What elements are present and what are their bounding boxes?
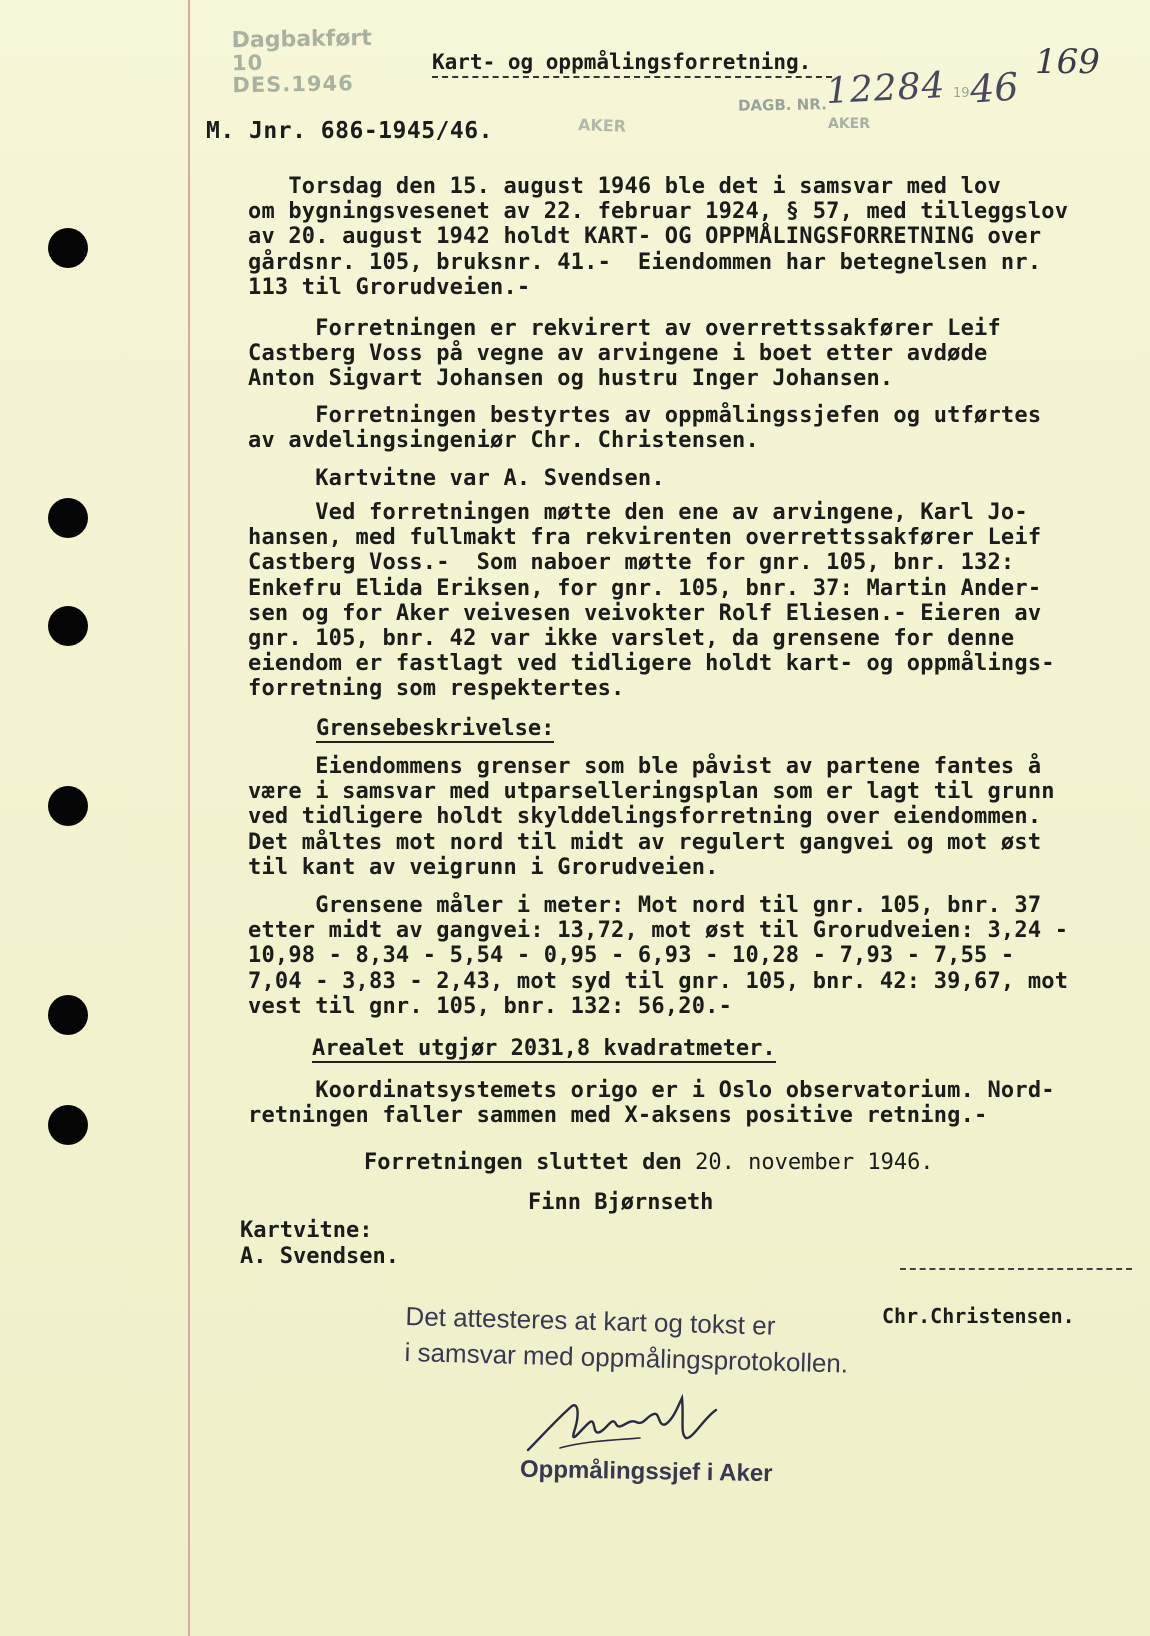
punch-hole-icon [48, 606, 88, 646]
journal-number: M. Jnr. 686-1945/46. [206, 118, 493, 144]
paragraph-management: Forretningen bestyrtes av oppmålingssjefen og utførtes av avdelingsingeniør Chr. Christensen. [248, 403, 1042, 454]
surveyor-title: Oppmålingssjef i Aker [519, 1455, 773, 1488]
closing-line [364, 1150, 934, 1175]
area-statement: Arealet utgjør 2031,8 kvadratmeter. [312, 1036, 776, 1061]
paragraph-requisition: Forretningen er rekvirert av overrettssakfører Leif Castberg Voss på vegne av arvingene i boet etter avdøde Anton Sigvart Johansen og hustru Inger Johansen. [248, 316, 1001, 392]
punch-hole-icon [48, 498, 88, 538]
stamp-line-1: Dagbakført [231, 25, 372, 54]
punch-hole-icon [48, 1105, 88, 1145]
closing-date: 20. november 1946. [695, 1150, 934, 1175]
margin-line [188, 0, 190, 1636]
paragraph-boundaries: Eiendommens grenser som ble påvist av partene fantes å være i samsvar med utparselleringsplan som er lagt til grunn ved tidligere holdt skylddelingsforretning over eiendommen. Det måltes mot nord til midt av regulert gangvei og mot øst til kant av veigrunn i Grorudveien. [248, 754, 1055, 880]
punch-hole-icon [48, 228, 88, 268]
engineer-name: Chr.Christensen. [882, 1304, 1075, 1328]
signer-name: Finn Bjørnseth [528, 1190, 714, 1215]
paragraph-measurements: Grensene måler i meter: Mot nord til gnr. 105, bnr. 37 etter midt av gangvei: 13,72, mot øst til Grorudveien: 3,24 - 10,98 - 8,34 - 5,54 - 0,95 - 6,93 - 10,28 - 7,93 - 7,55 - 7,04 - 3,83 - 2,43, mot syd til gnr. 105, bnr. 42: 39,67, mot vest til gnr. 105, bnr. 132: 56,20.- [248, 893, 1069, 1019]
punch-hole-icon [48, 786, 88, 826]
paragraph-attendance: Ved forretningen møtte den ene av arvingene, Karl Jo- hansen, med fullmakt fra rekvirenten overrettssakfører Leif Castberg Voss.- Som naboer møtte for gnr. 105, bnr. 132: Enkefru Elida Eriksen, for gnr. 105, bnr. 37: Martin Ander- sen og for Aker veivesen veivokter Rolf Eliesen.- Eieren av gnr. 105, bnr. 42 var ikke varslet, da grensene for denne eiendom er fastlagt ved tidligere holdt kart- og oppmålings- forretning som respektertes. [248, 500, 1055, 702]
section-heading: Grensebeskrivelse: [316, 716, 555, 741]
paragraph-coordinates: Koordinatsystemets origo er i Oslo observatorium. Nord- retningen faller sammen med X-aksens positive retning.- [248, 1078, 1055, 1129]
dagb-year: 46 [968, 64, 1020, 112]
dagb-century: 19 [953, 86, 970, 101]
stamp-line-2: 10 DES.1946 [231, 50, 354, 98]
folio-number: 169 [1035, 42, 1100, 82]
aker-stamp-label: AKER [828, 116, 871, 132]
attestation-stamp: Det attesteres at kart og tokst er i samsvar med oppmålingsprotokollen. [404, 1300, 849, 1379]
dagb-number: 12284 [825, 64, 947, 113]
paragraph-witness: Kartvitne var A. Svendsen. [248, 466, 665, 491]
faded-stamp: AKER [577, 115, 627, 136]
dagb-label: DAGB. NR. [737, 95, 827, 115]
document-title: Kart- og oppmålingsforretning. [432, 50, 832, 78]
signature-line [900, 1268, 1132, 1270]
dagbakfort-stamp [231, 27, 382, 97]
punch-hole-icon [48, 995, 88, 1035]
witness-block: Kartvitne: A. Svendsen. [240, 1218, 399, 1269]
paragraph-intro: Torsdag den 15. august 1946 ble det i samsvar med lov om bygningsvesenet av 22. februar 1924, § 57, med tilleggslov av 20. august 1942 holdt KART- OG OPPMÅLINGSFORRETNING over gårdsnr. 105, bruksnr. 41.- Eiendommen har betegnelsen nr. 113 til Grorudveien.- [248, 174, 1069, 300]
closing-text: Forretningen sluttet den [364, 1150, 696, 1175]
